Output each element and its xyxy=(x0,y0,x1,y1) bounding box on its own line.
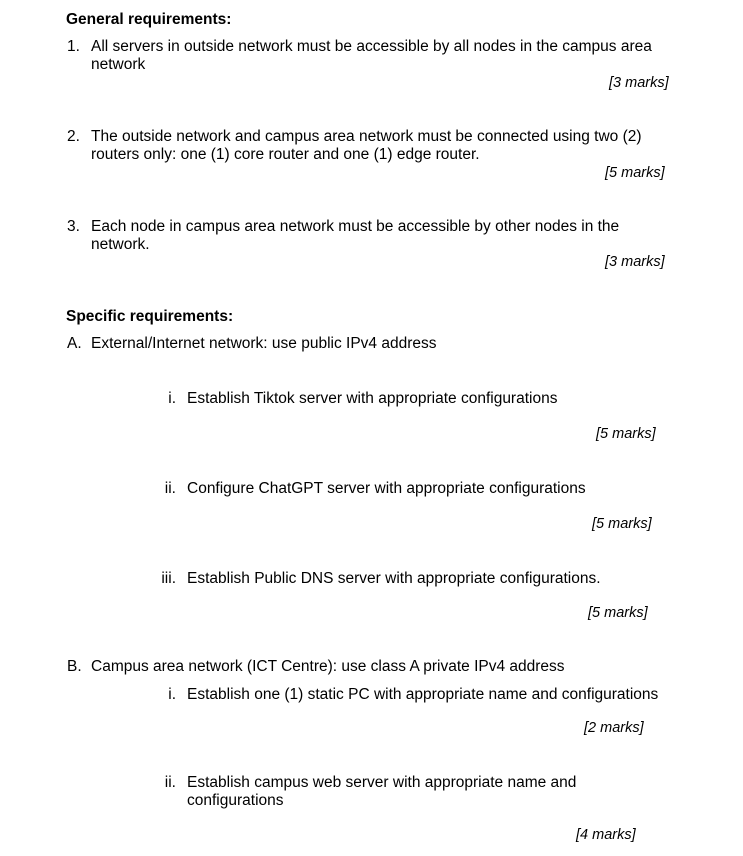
section-b-item-2-number: ii. xyxy=(164,774,176,791)
general-item-1-number: 1. xyxy=(67,38,80,55)
section-b-item-1-text: Establish one (1) static PC with appropriate name and configurations xyxy=(187,686,659,703)
section-a-title: External/Internet network: use public IPv4 address xyxy=(91,335,437,352)
specific-requirements-heading: Specific requirements: xyxy=(66,308,234,325)
general-item-1-text-line1: All servers in outside network must be accessible by all nodes in the campus area xyxy=(91,38,652,55)
general-item-3-text-line1: Each node in campus area network must be accessible by other nodes in the xyxy=(91,218,620,235)
section-a-item-1-text: Establish Tiktok server with appropriate configurations xyxy=(187,390,558,407)
section-b-item-1-number: i. xyxy=(168,686,176,703)
section-a-item-3-text: Establish Public DNS server with appropriate configurations. xyxy=(187,570,601,587)
general-requirements-heading: General requirements: xyxy=(66,11,232,28)
section-b-title: Campus area network (ICT Centre): use class A private IPv4 address xyxy=(91,658,565,675)
section-b-letter: B. xyxy=(67,658,82,675)
section-b-item-2-text-line2: configurations xyxy=(187,792,284,809)
general-item-1-marks: [3 marks] xyxy=(609,75,669,91)
general-item-1-text-line2: network xyxy=(91,56,146,73)
section-a-item-1-marks: [5 marks] xyxy=(596,426,656,442)
section-b-item-2-text-line1: Establish campus web server with appropriate name and xyxy=(187,774,577,791)
general-item-2-text-line2: routers only: one (1) core router and one (1) edge router. xyxy=(91,146,480,163)
section-a-item-3-marks: [5 marks] xyxy=(588,605,648,621)
section-a-item-2-number: ii. xyxy=(164,480,176,497)
general-item-2-marks: [5 marks] xyxy=(605,165,665,181)
section-a-item-2-marks: [5 marks] xyxy=(592,516,652,532)
section-a-letter: A. xyxy=(67,335,82,352)
general-item-2-number: 2. xyxy=(67,128,80,145)
section-a-item-1-number: i. xyxy=(168,390,176,407)
section-b-item-2-marks: [4 marks] xyxy=(576,827,636,843)
general-item-3-marks: [3 marks] xyxy=(605,254,665,270)
section-a-item-3-number: iii. xyxy=(161,570,176,587)
section-b-item-1-marks: [2 marks] xyxy=(584,720,644,736)
general-item-3-text-line2: network. xyxy=(91,236,150,253)
section-a-item-2-text: Configure ChatGPT server with appropriate configurations xyxy=(187,480,586,497)
general-item-3-number: 3. xyxy=(67,218,80,235)
general-item-2-text-line1: The outside network and campus area network must be connected using two (2) xyxy=(91,128,642,145)
